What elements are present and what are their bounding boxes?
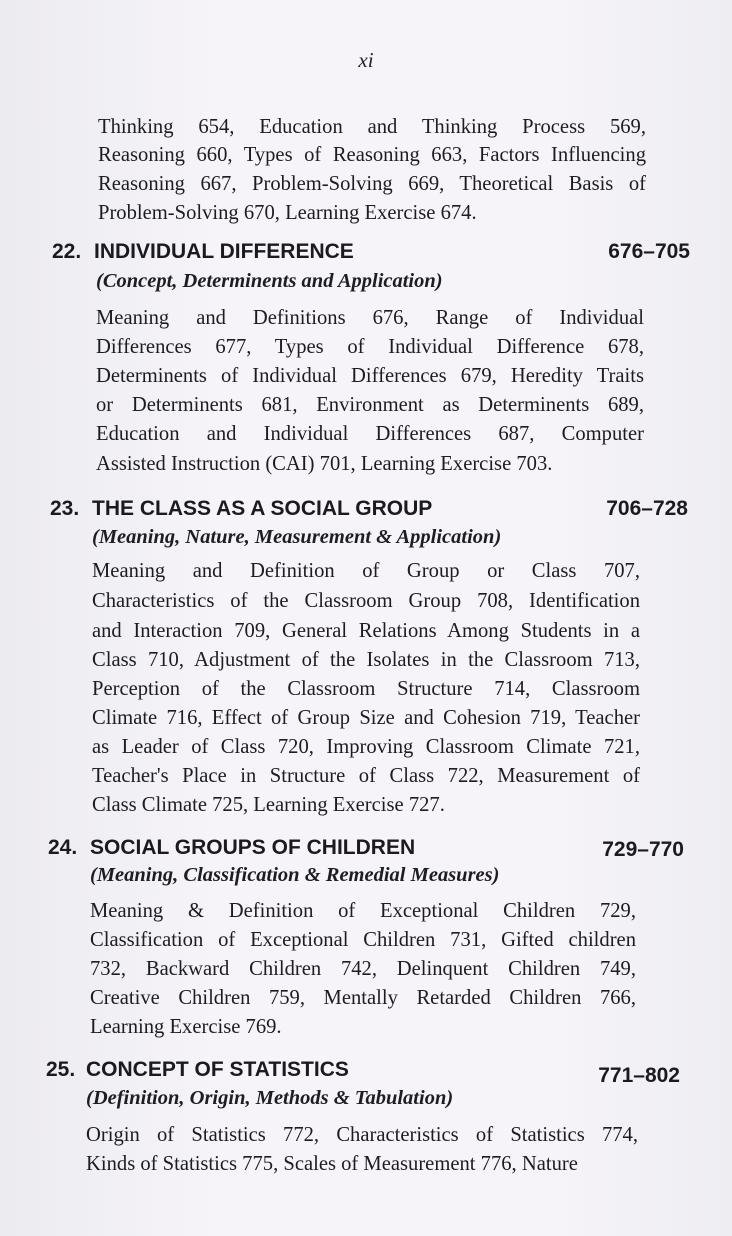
body-line: Perception of the Classroom Structure 714, Classroom (92, 678, 640, 700)
body-line: Meaning and Definition of Group or Class 707, (92, 560, 640, 582)
body-line: Meaning and Definitions 676, Range of Individual (96, 307, 644, 329)
body-line: as Leader of Class 720, Improving Classroom Climate 721, (92, 736, 640, 758)
page-number: xi (358, 48, 374, 72)
body-line: and Interaction 709, General Relations Among Students in a (92, 620, 640, 642)
entry-number: 23. (50, 497, 80, 520)
body-line: Problem-Solving 670, Learning Exercise 674. (98, 202, 477, 224)
body-line: Assisted Instruction (CAI) 701, Learning Exercise 703. (96, 453, 553, 475)
body-line: Thinking 654, Education and Thinking Process 569, (98, 116, 646, 138)
entry-title: SOCIAL GROUPS OF CHILDREN (90, 836, 416, 859)
entry-title: THE CLASS AS A SOCIAL GROUP (92, 497, 433, 520)
entry-number: 25. (46, 1058, 76, 1081)
entry-pages: 676–705 (608, 240, 690, 263)
body-line: Differences 677, Types of Individual Difference 678, (96, 336, 644, 358)
body-line: Origin of Statistics 772, Characteristics of Statistics 774, (86, 1124, 638, 1146)
entry-title: INDIVIDUAL DIFFERENCE (94, 240, 354, 263)
body-line: Characteristics of the Classroom Group 708, Identification (92, 590, 640, 612)
entry-subtitle: (Meaning, Classification & Remedial Measures) (90, 864, 500, 886)
entry-subtitle: (Meaning, Nature, Measurement & Application) (92, 526, 502, 548)
entry-pages: 706–728 (606, 497, 688, 520)
body-line: Determinents of Individual Differences 679, Heredity Traits (96, 365, 644, 387)
body-line: Classification of Exceptional Children 731, Gifted children (90, 929, 636, 951)
body-line: Teacher's Place in Structure of Class 722, Measurement of (92, 765, 640, 787)
body-line: or Determinents 681, Environment as Determinents 689, (96, 394, 644, 416)
body-line: 732, Backward Children 742, Delinquent Children 749, (90, 958, 636, 980)
body-line: Climate 716, Effect of Group Size and Cohesion 719, Teacher (92, 707, 640, 729)
body-line: Reasoning 667, Problem-Solving 669, Theoretical Basis of (98, 173, 646, 195)
entry-subtitle: (Definition, Origin, Methods & Tabulation) (86, 1087, 454, 1109)
body-line: Reasoning 660, Types of Reasoning 663, Factors Influencing (98, 144, 646, 166)
body-line: Class 710, Adjustment of the Isolates in the Classroom 713, (92, 649, 640, 671)
body-line: Class Climate 725, Learning Exercise 727. (92, 794, 445, 816)
body-line: Kinds of Statistics 775, Scales of Measurement 776, Nature (86, 1153, 578, 1175)
body-line: Meaning & Definition of Exceptional Children 729, (90, 900, 636, 922)
body-line: Creative Children 759, Mentally Retarded Children 766, (90, 987, 636, 1009)
entry-subtitle: (Concept, Determinents and Application) (96, 270, 443, 292)
entry-pages: 771–802 (598, 1064, 680, 1087)
entry-number: 22. (52, 240, 82, 263)
body-line: Education and Individual Differences 687, Computer (96, 423, 644, 445)
entry-number: 24. (48, 836, 78, 859)
body-line: Learning Exercise 769. (90, 1016, 282, 1038)
entry-pages: 729–770 (602, 838, 684, 861)
entry-title: CONCEPT OF STATISTICS (86, 1058, 349, 1081)
